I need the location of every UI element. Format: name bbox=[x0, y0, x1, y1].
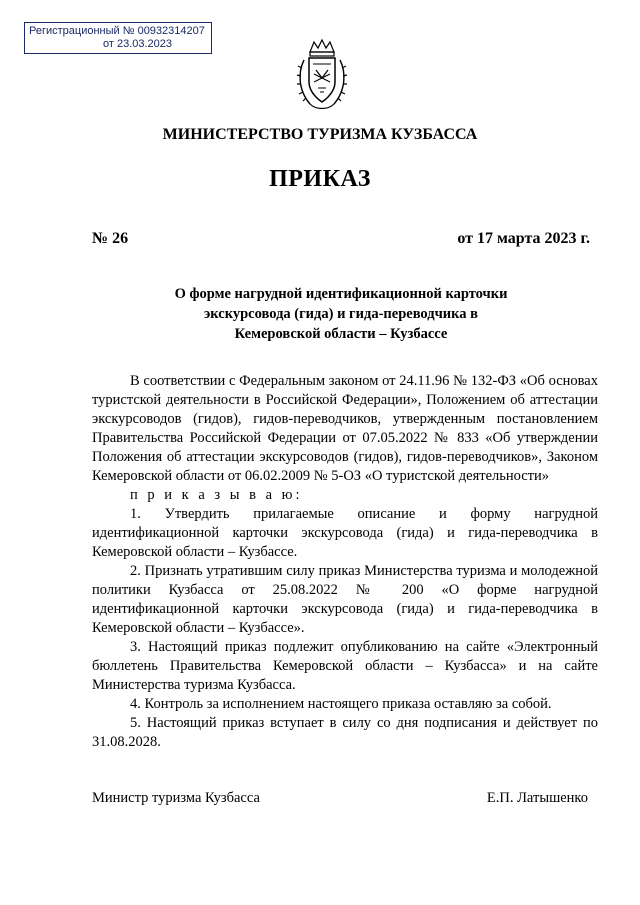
signatory-name: Е.П. Латышенко bbox=[486, 790, 588, 806]
registration-date: от 23.03.2023 bbox=[103, 38, 173, 50]
order-number: № 26 bbox=[92, 230, 129, 247]
order-subject bbox=[92, 284, 590, 344]
order-item-5: 5. Настоящий приказ вступает в силу со дня подписания и действует по 31.08.2028. bbox=[92, 715, 598, 750]
order-item-3: 3. Настоящий приказ подлежит опубликованию на сайте «Электронный бюллетень Правительства Кемеровской области – Кузбасса» и на сайте Министерства туризма Кузбасса. bbox=[92, 639, 598, 693]
subject-line-1: О форме нагрудной идентификационной карточки bbox=[174, 286, 508, 302]
subject-line-3: Кемеровской области – Кузбассе bbox=[234, 326, 448, 342]
order-item-1: 1. Утвердить прилагаемые описание и форму нагрудной идентификационной карточки экскурсовода (гида) и гида-переводчика в Кемеровской области – Кузбассе. bbox=[92, 506, 598, 560]
preamble-paragraph: В соответствии с Федеральным законом от 24.11.96 № 132-ФЗ «Об основах туристской деятельности в Российской Федерации», Положением об аттестации экскурсоводов (гидов), гидов-переводчиков, утвержденным постановлением Правительства Российской Федерации от 07.05.2022 № 833 «Об утверждении Положения об аттестации экскурсоводов (гидов), гидов-переводчиков», Законом Кемеровской области от 06.02.2009 № 5-ОЗ «О туристской деятельности» bbox=[92, 373, 598, 484]
order-date: от 17 марта 2023 г. bbox=[457, 230, 590, 247]
order-item-2: 2. Признать утратившим силу приказ Министерства туризма и молодежной политики Кузбасса от 25.08.2022 № 200 «О форме нагрудной идентификационной карточки экскурсовода (гида) и гида-переводчика в Кемеровской области – Кузбассе». bbox=[92, 563, 598, 636]
ministry-name: МИНИСТЕРСТВО ТУРИЗМА КУЗБАССА bbox=[162, 126, 478, 143]
document-type: ПРИКАЗ bbox=[269, 166, 371, 192]
signatory-position: Министр туризма Кузбасса bbox=[92, 790, 260, 806]
order-item-4: 4. Контроль за исполнением настоящего приказа оставляю за собой. bbox=[130, 696, 552, 712]
coat-of-arms-icon bbox=[296, 38, 348, 112]
order-word: п р и к а з ы в а ю: bbox=[130, 487, 303, 503]
subject-line-2: экскурсовода (гида) и гида-переводчика в bbox=[204, 306, 478, 322]
order-body bbox=[92, 372, 598, 752]
registration-stamp bbox=[24, 22, 212, 54]
registration-number: Регистрационный № 00932314207 bbox=[29, 25, 205, 37]
